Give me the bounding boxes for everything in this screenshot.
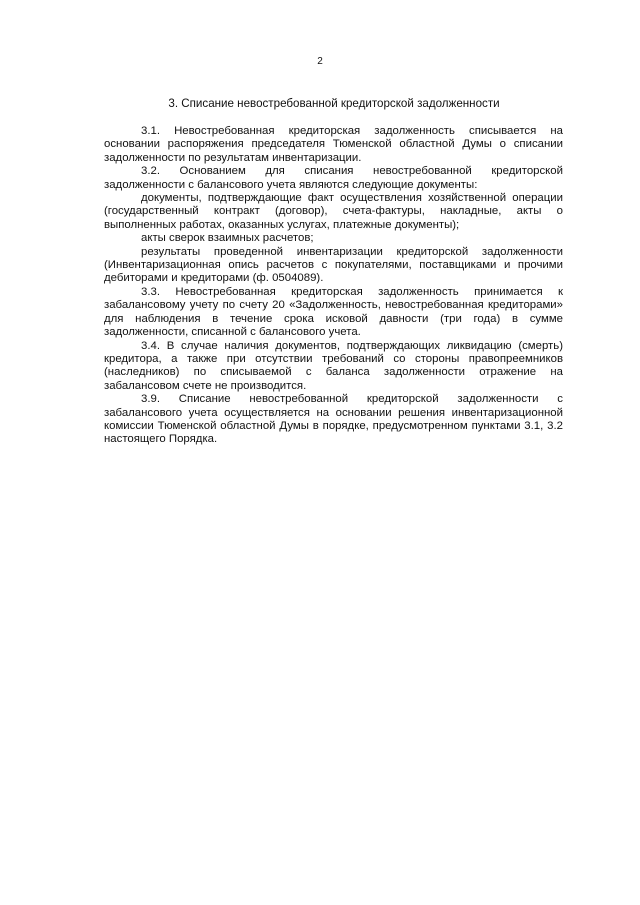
page-number: 2 [317, 56, 323, 67]
paragraph-reconciliation-acts: акты сверок взаимных расчетов; [141, 232, 314, 245]
paragraph-3-1: 3.1. Невостребованная кредиторская задолженность списывается на основании распоряжения председателя Тюменской областной Думы о списании задолженности по результатам инвентаризации. [104, 125, 563, 164]
paragraph-3-4: 3.4. В случае наличия документов, подтверждающих ликвидацию (смерть) кредитора, а также при отсутствии требований со стороны правопреемников (наследников) по списываемой с баланса задолженности отражение на забалансовом счете не производится. [104, 339, 563, 392]
section-title: 3. Списание невостребованной кредиторской задолженности [168, 97, 500, 110]
paragraph-3-3: 3.3. Невостребованная кредиторская задолженность принимается к забалансовому учету по счету 20 «Задолженность, невостребованная кредиторами» для наблюдения в течение срока исковой давности (три года) в сумме задолженности, списанной с балансового учета. [104, 285, 563, 339]
paragraph-3-2: 3.2. Основанием для списания невостребованной кредиторской задолженности с балансового учета являются следующие документы: [104, 165, 563, 191]
paragraph-3-9: 3.9. Списание невостребованной кредиторской задолженности с забалансового учета осуществляется на основании решения инвентаризационной комиссии Тюменской областной Думы в порядке, предусмотренном пунктами 3.1, 3.2 настоящего Порядка. [104, 393, 563, 446]
paragraph-documents-list: документы, подтверждающие факт осуществления хозяйственной операции (государственный контракт (договор), счета-фактуры, накладные, акты о выполненных работах, оказанных услугах, платежные документы); [104, 192, 563, 231]
section-body [104, 125, 563, 447]
paragraph-inventory-results: результаты проведенной инвентаризации кредиторской задолженности (Инвентаризационная опись расчетов с покупателями, поставщиками и прочими дебиторами и кредиторами (ф. 0504089). [104, 245, 563, 285]
